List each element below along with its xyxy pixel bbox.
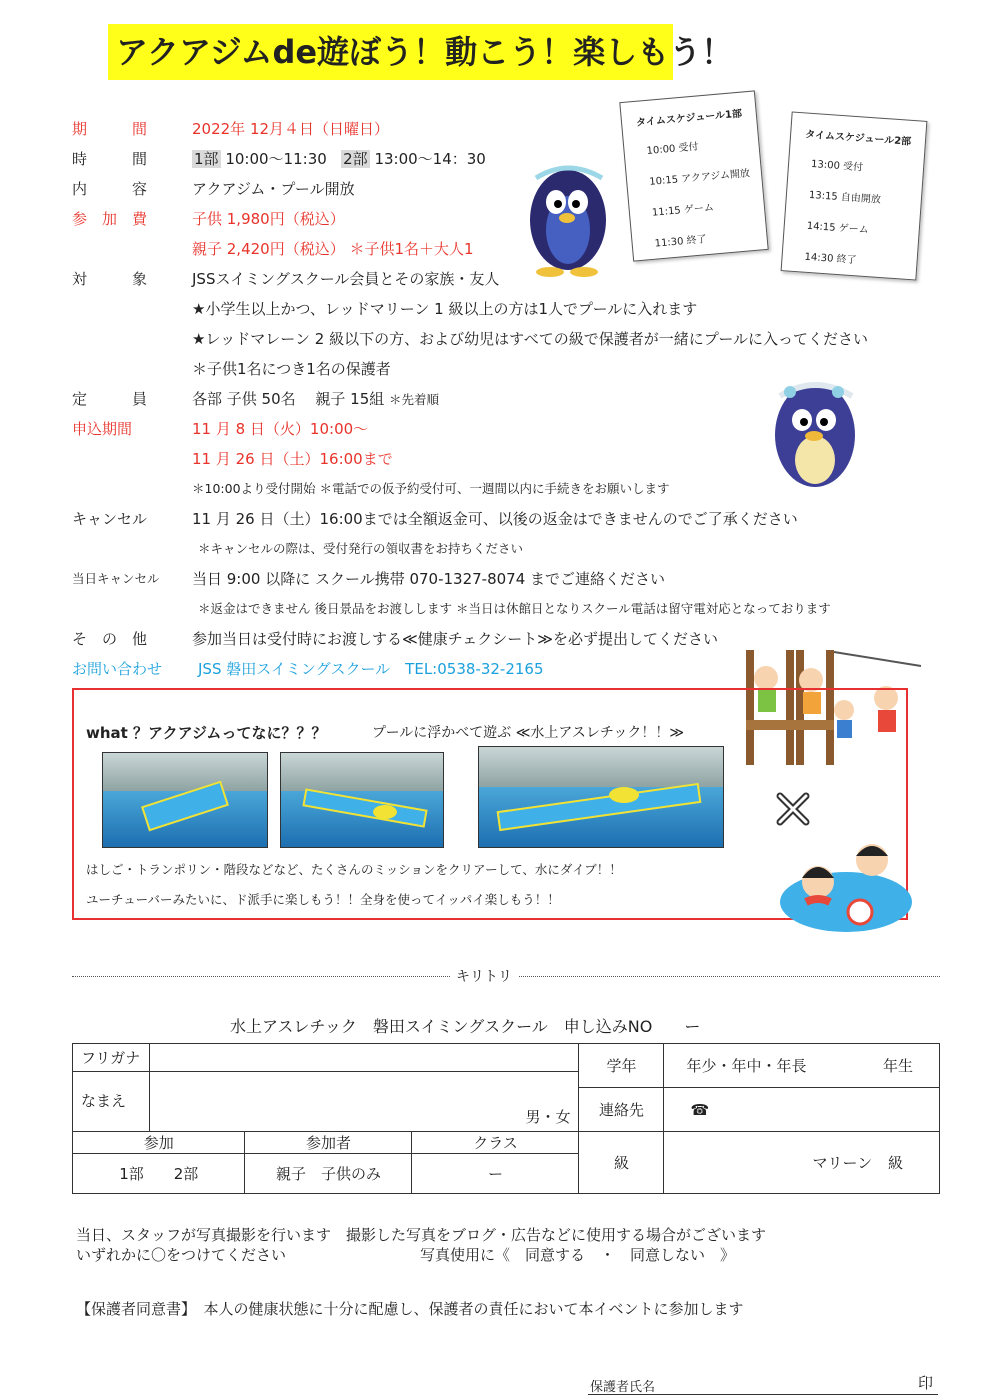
phone-icon: ☎ [690,1100,710,1119]
page-title: アクアジムde遊ぼう！動こう！楽しもう！ [108,24,673,80]
time-part2-value: 13:00～14：30 [374,150,486,168]
schedule-2-title: タイムスケジュール2部 [804,129,912,148]
pool-photo [102,752,268,848]
schedule-1-title: タイムスケジュール1部 [635,108,743,129]
pool-photo [478,746,724,848]
class-label: クラス [412,1132,579,1154]
schedule-2-item: 13:15 自由開放 [808,189,882,206]
guardian-consent: 【保護者同意書】 本人の健康状態に十分に配慮し、保護者の責任において本イベントに参加します [76,1300,744,1318]
sameday-value: 当日 9:00 以降に スクール携帯 070-1327-8074 までご連絡ください [192,570,666,588]
capacity-text: 各部 子供 50名 親子 15組 [192,390,385,408]
apply-value: 11 月 26 日（土）16:00まで [192,450,393,468]
cancel-label: キャンセル [72,510,148,528]
furigana-label: フリガナ [73,1044,150,1072]
penguin-mascot-icon [760,370,870,500]
photo-consent-instruction: いずれかに〇をつけてください [76,1246,287,1264]
grade-field[interactable] [664,1044,940,1088]
contact-field-label: 連絡先 [579,1088,664,1132]
target-note: ＊子供1名につき1名の保護者 [192,360,391,378]
content-label: 内 容 [72,180,148,198]
schedule-card-2 [781,111,928,280]
grade-year: 年生 [882,1057,913,1075]
participant-options[interactable]: 親子 子供のみ [245,1154,412,1194]
fee-pair: 親子 2,420円（税込） ＊子供1名＋大人1 [192,240,474,258]
sameday-label: 当日キャンセル [72,571,160,586]
form-title: 水上アスレチック 磐田スイミングスクール 申し込みNO ー [230,1017,701,1036]
content-value: アクアジム・プール開放 [192,180,355,198]
schedule-card-1 [619,90,768,261]
cross-mark-icon [776,792,810,826]
promo-line: ユーチューバーみたいに、ド派手に楽しもう！！全身を使ってイッパイ楽しもう！！ [86,892,560,907]
pool-photo [280,752,444,848]
time-part1: 1部 [194,150,219,168]
apply-label: 申込期間 [72,420,133,438]
furigana-field[interactable] [150,1044,579,1072]
participant-label: 参加者 [245,1132,412,1154]
capacity-note: ＊先着順 [389,392,440,407]
name-label: なまえ [73,1072,150,1132]
class-field[interactable]: ー [412,1154,579,1194]
promo-subheading: プールに浮かべて遊ぶ ≪水上アスレチック！！≫ [372,725,685,741]
contact-label: お問い合わせ [72,660,163,678]
fee-child: 子供 1,980円（税込） [192,210,345,228]
target-note: ★レッドマレーン 2 級以下の方、および幼児はすべての級で保護者が一緒にプールに入ってください [192,330,869,348]
schedule-1-item: 11:30 終了 [654,234,708,250]
photo-consent-line: 当日、スタッフが写真撮影を行います 撮影した写真をブログ・広告などに使用する場合がございます [76,1226,767,1244]
marine-label: マリーン [812,1154,873,1172]
application-form [72,1043,940,1194]
part-options[interactable]: 1部 2部 [73,1154,245,1194]
schedule-2-item: 13:00 受付 [810,158,864,174]
cancel-value: 11 月 26 日（土）16:00までは全額返金可、以後の返金はできませんのでご了承ください [192,510,798,528]
time-part1-value: 10:00～11:30 [225,150,327,168]
photo-consent-options[interactable]: 写真使用に《 同意する ・ 同意しない 》 [420,1246,736,1264]
period-value: 2022年 12月４日（日曜日） [192,120,390,138]
contact-value: JSS 磐田スイミングスクール TEL:0538-32-2165 [198,660,544,678]
cut-line-label: キリトリ [450,966,518,986]
participation-label: 参加 [73,1132,245,1154]
level-label: 級 [579,1132,664,1194]
schedule-2-item: 14:30 終了 [804,251,857,267]
promo-heading: what ？アクアジムってなに？？？ [86,724,327,742]
sameday-note: ＊返金はできません 後日景品をお渡しします ＊当日は休館日となりスクール電話は留守電対応となっております [198,601,831,616]
schedule-1-item: 10:15 アクアジム開放 [648,168,751,188]
target-note: ★小学生以上かつ、レッドマリーン 1 級以上の方は1人でプールに入れます [192,300,698,318]
schedule-1-item: 10:00 受付 [646,141,699,158]
apply-note: ＊10:00より受付開始 ＊電話での仮予約受付可、一週間以内に手続きをお願いします [192,481,670,496]
cancel-note: ＊キャンセルの際は、受付発行の領収書をお持ちください [198,541,524,556]
grade-options: 年少・年中・年長 [686,1057,807,1075]
guardian-name-label: 保護者氏名 [590,1380,656,1395]
other-value: 参加当日は受付時にお渡しする≪健康チェクシート≫を必ず提出してください [192,630,718,648]
penguin-mascot-icon [518,150,618,280]
contact-field[interactable] [664,1088,940,1132]
period-label: 期 間 [72,120,148,138]
other-label: そ の 他 [72,630,148,648]
target-label: 対 象 [72,270,148,288]
target-value: JSSスイミングスクール会員とその家族・友人 [192,270,500,288]
apply-value: 11 月 8 日（火）10:00～ [192,420,369,438]
level-suffix: 級 [887,1154,903,1172]
capacity-label: 定 員 [72,390,148,408]
time-label: 時 間 [72,150,148,168]
gender-options: 男・女 [525,1108,571,1126]
name-field[interactable] [150,1072,579,1132]
schedule-2-item: 14:15 ゲーム [806,220,870,237]
time-part2: 2部 [343,150,368,168]
grade-label: 学年 [579,1044,664,1088]
schedule-1-item: 11:15 ゲーム [651,202,715,219]
promo-line: はしご・トランポリン・階段などなど、たくさんのミッションをクリアーして、水にダイブ！！ [86,862,622,877]
swimming-kids-icon [776,826,916,938]
seal-label: 印 [918,1374,934,1392]
fee-label: 参 加 費 [72,210,148,228]
time-value [192,148,486,169]
level-field[interactable] [664,1132,940,1194]
capacity-value [192,388,439,409]
